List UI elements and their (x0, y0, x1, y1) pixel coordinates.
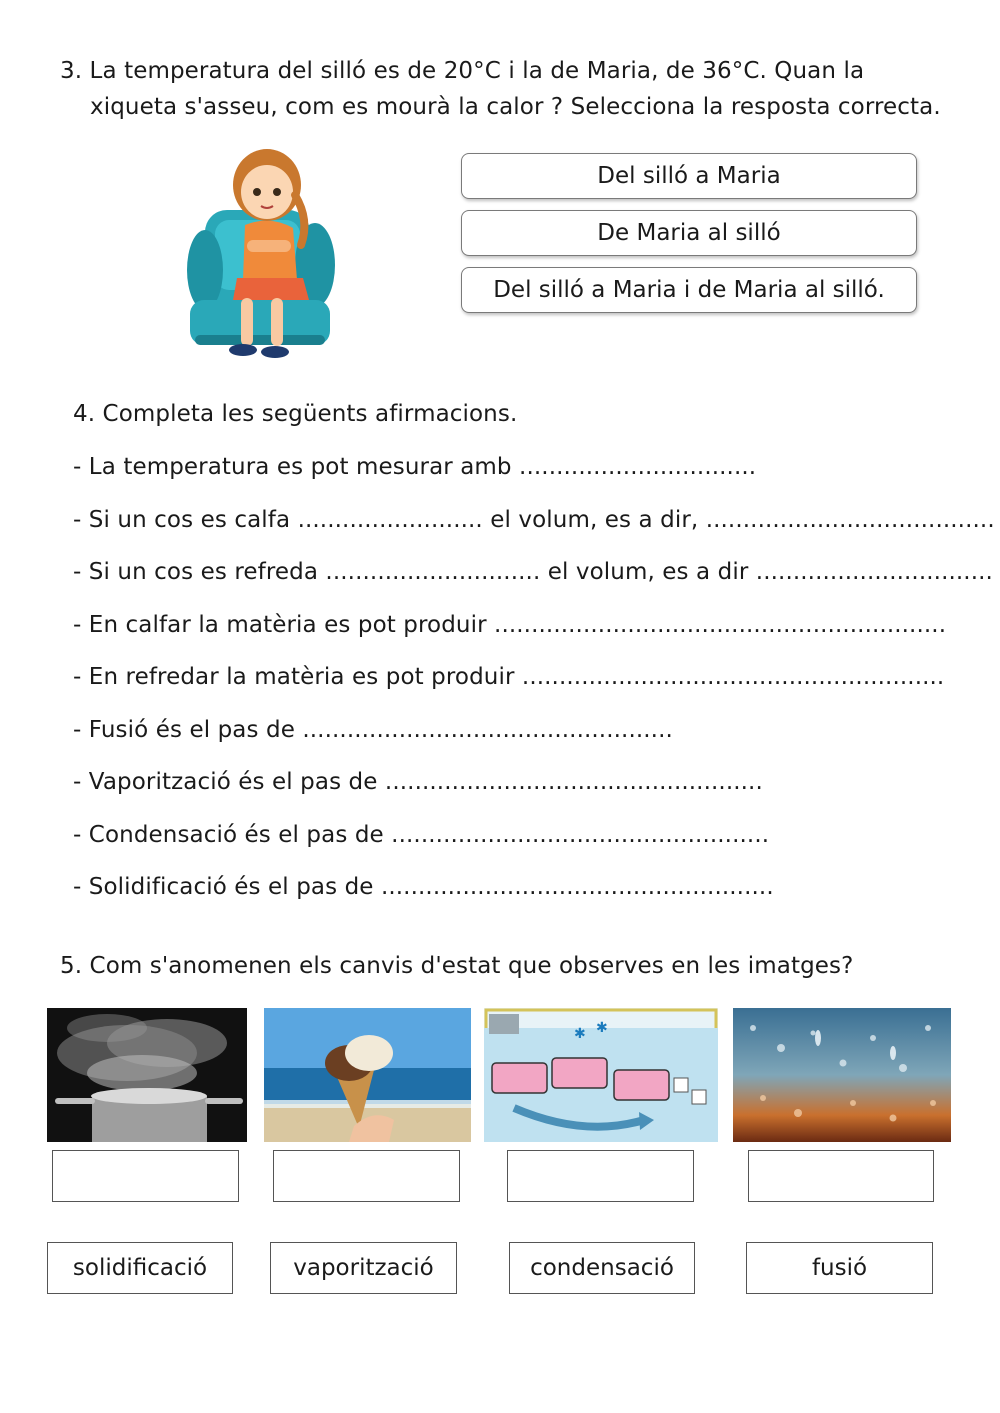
word-solidification[interactable]: solidificació (47, 1242, 233, 1294)
statement-8: - Condensació és el pas de ................................................... (73, 822, 770, 848)
question-3-line-2: xiqueta s'asseu, com es mourà la calor ? Selecciona la resposta correcta. (90, 94, 941, 120)
steaming-pot-image (47, 1008, 247, 1142)
svg-text:✱: ✱ (596, 1020, 608, 1036)
statement-1: - La temperatura es pot mesurar amb ................................ (73, 454, 757, 480)
answer-box-1[interactable] (52, 1150, 239, 1202)
word-fusion[interactable]: fusió (746, 1242, 933, 1294)
svg-text:✱: ✱ (574, 1026, 586, 1042)
statement-7: - Vaporització és el pas de ................................................... (73, 769, 763, 795)
answer-box-2[interactable] (273, 1150, 460, 1202)
answer-box-3[interactable] (507, 1150, 694, 1202)
statement-3: - Si un cos es refreda ............................. el volum, es a dir ................................ (73, 559, 993, 585)
answer-box-4[interactable] (748, 1150, 934, 1202)
statement-5: - En refredar la matèria es pot produir ......................................................... (73, 664, 945, 690)
condensation-window-image (733, 1008, 951, 1142)
question-4-title: 4. Completa les següents afirmacions. (73, 401, 518, 427)
question-5-title: 5. Com s'anomenen els canvis d'estat que observes en les imatges? (60, 953, 854, 979)
option-from-maria-to-armchair[interactable]: De Maria al silló (461, 210, 917, 256)
statement-6: - Fusió és el pas de .................................................. (73, 717, 673, 743)
statement-4: - En calfar la matèria es pot produir ............................................................. (73, 612, 947, 638)
word-vaporization[interactable]: vaporització (270, 1242, 457, 1294)
option-from-armchair-to-maria[interactable]: Del silló a Maria (461, 153, 917, 199)
statement-9: - Solidificació és el pas de ..................................................... (73, 874, 774, 900)
option-both-directions[interactable]: Del silló a Maria i de Maria al silló. (461, 267, 917, 313)
word-condensation[interactable]: condensació (509, 1242, 695, 1294)
ice-tray-freezing-image (484, 1008, 718, 1142)
statement-2: - Si un cos es calfa ......................... el volum, es a dir, ....................................... (73, 507, 995, 533)
ice-cream-beach-image (264, 1008, 471, 1142)
question-3-line-1: 3. La temperatura del silló es de 20°C i la de Maria, de 36°C. Quan la (60, 58, 865, 84)
girl-armchair-illustration (175, 140, 345, 365)
